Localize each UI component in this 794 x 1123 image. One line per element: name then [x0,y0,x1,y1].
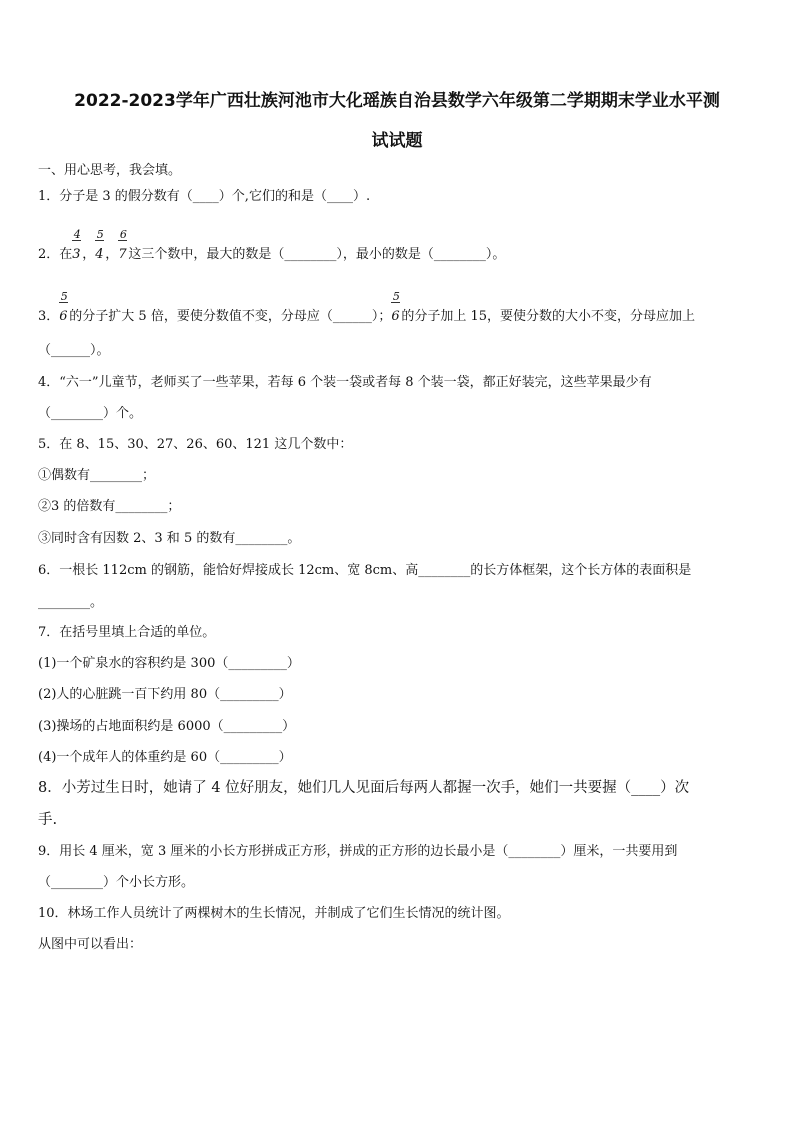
question-4-line-2: （________）个。 [38,406,143,421]
q2-fraction-1 [72,228,82,262]
question-5-item-2: ②3 的倍数有________； [38,499,181,514]
q2-fraction-3 [118,228,128,262]
q3-suffix: 的分子加上 15，要使分数的大小不变，分母应加上 [401,309,696,324]
question-7-item-3: (3)操场的占地面积约是 6000（_________） [38,719,296,734]
question-9: 9．用长 4 厘米，宽 3 厘米的小长方形拼成正方形，拼成的正方形的边长最小是（________）厘米，一共要用到 [38,844,678,859]
question-10-line-2: 从图中可以看出： [38,937,143,952]
q3-fraction-2 [391,290,401,324]
exam-title-line1: 2022-2023学年广西壮族河池市大化瑶族自治县数学六年级第二学期期末学业水平测 [74,91,720,111]
question-8: 8．小芳过生日时，她请了 4 位好朋友，她们几人见面后每两人都握一次手，她们一共要握（____）次 [38,780,690,796]
question-7-item-4: (4)一个成年人的体重约是 60（_________） [38,750,292,765]
q2-fraction-1-denominator: 3 [72,247,81,262]
q3-middle: 的分子扩大 5 倍，要使分数值不变，分母应（______）； [69,309,392,324]
question-5: 5．在 8、15、30、27、26、60、121 这几个数中： [38,437,353,452]
q2-separator-2: ， [105,247,119,262]
question-7-item-2: (2)人的心脏跳一百下约用 80（_________） [38,687,292,702]
question-7-item-1: (1)一个矿泉水的容积约是 300（_________） [38,656,300,671]
question-10: 10．林场工作人员统计了两棵树木的生长情况，并制成了它们生长情况的统计图。 [38,906,510,921]
question-2 [38,228,754,264]
q3-fraction-1 [59,290,69,324]
question-6-line-2: ________。 [38,595,104,610]
q3-fraction-2-numerator: 5 [392,290,400,303]
section-heading: 一、用心思考，我会填。 [38,163,182,178]
q2-suffix: 这三个数中，最大的数是（________），最小的数是（________）。 [128,247,506,262]
q2-separator-1: ， [82,247,96,262]
q2-prefix: 2．在 [38,247,73,262]
q2-fraction-2 [95,228,105,262]
question-6: 6．一根长 112cm 的钢筋，能恰好焊接成长 12cm、宽 8cm、高________的长方体框架，这个长方体的表面积是 [38,563,692,578]
question-4: 4．“六一”儿童节，老师买了一些苹果，若每 6 个装一袋或者每 8 个装一袋，都正好装完，这些苹果最少有 [38,375,652,390]
exam-title-line2: 试试题 [371,131,423,151]
q2-fraction-3-numerator: 6 [119,228,127,241]
q2-fraction-2-numerator: 5 [96,228,104,241]
question-3-line-2: （______）。 [38,343,110,358]
q3-fraction-1-denominator: 6 [59,309,68,324]
question-9-line-2: （________）个小长方形。 [38,875,195,890]
q3-fraction-2-denominator: 6 [391,309,400,324]
question-1: 1．分子是 3 的假分数有（____）个,它们的和是（____）. [38,189,371,204]
question-5-item-3: ③同时含有因数 2、3 和 5 的数有________。 [38,531,301,546]
q2-fraction-1-numerator: 4 [73,228,81,241]
question-7: 7．在括号里填上合适的单位。 [38,625,216,640]
q2-fraction-2-denominator: 4 [95,247,104,262]
q2-fraction-3-denominator: 7 [118,247,127,262]
question-3 [38,290,754,326]
question-5-item-1: ①偶数有________； [38,468,156,483]
q3-fraction-1-numerator: 5 [60,290,68,303]
q3-prefix: 3． [38,309,60,324]
question-8-line-2: 手. [38,812,58,828]
